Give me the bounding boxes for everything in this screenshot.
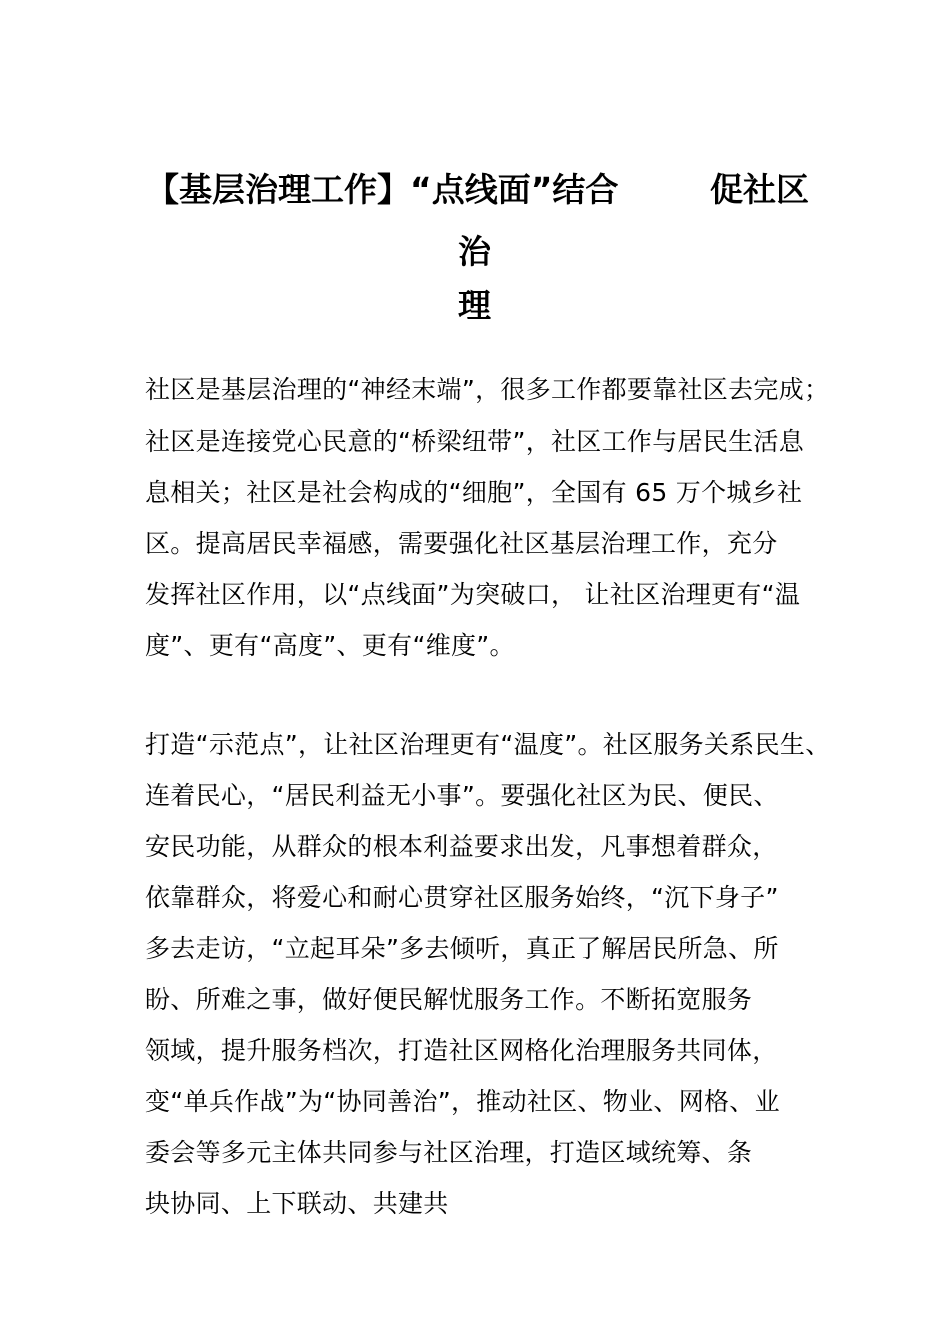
- text-line: 发挥社区作用，以“点线面”为突破口， 让社区治理更有“温: [145, 580, 801, 609]
- text-line: 度”、更有“高度”、更有“维度”。: [145, 631, 515, 660]
- title-line-1-right: 促社区: [710, 170, 809, 209]
- text-line: 息相关；社区是社会构成的“细胞”，全国有 65 万个城乡社: [145, 478, 803, 507]
- title-line-2: 治: [458, 232, 491, 271]
- text-line: 区。提高居民幸福感，需要强化社区基层治理工作，充分: [145, 529, 778, 558]
- text-line: 依靠群众，将爱心和耐心贯穿社区服务始终，“沉下身子”: [145, 883, 779, 912]
- text-line: 打造“示范点”，让社区治理更有“温度”。社区服务关系民生、: [145, 730, 831, 759]
- text-line: 多去走访，“立起耳朵”多去倾听，真正了解居民所急、所: [145, 934, 779, 963]
- text-line: 连着民心，“居民利益无小事”。要强化社区为民、便民、: [145, 781, 779, 810]
- text-line: 领域，提升服务档次，打造社区网格化治理服务共同体，: [145, 1036, 778, 1065]
- text-line: 块协同、上下联动、共建共: [145, 1189, 449, 1218]
- text-line: 社区是连接党心民意的“桥梁纽带”，社区工作与居民生活息: [145, 427, 805, 456]
- text-line: 变“单兵作战”为“协同善治”，推动社区、物业、网格、业: [145, 1087, 780, 1116]
- text-line: 盼、所难之事，做好便民解忧服务工作。不断拓宽服务: [145, 985, 753, 1014]
- text-line: 安民功能，从群众的根本利益要求出发，凡事想着群众，: [145, 832, 778, 861]
- text-line: 社区是基层治理的“神经末端”，很多工作都要靠社区去完成；: [145, 375, 830, 404]
- text-line: 委会等多元主体共同参与社区治理，打造区域统筹、条: [145, 1138, 753, 1167]
- title-line-1-left: 【基层治理工作】“点线面”结合: [146, 170, 619, 209]
- title-line-3: 理: [458, 286, 491, 325]
